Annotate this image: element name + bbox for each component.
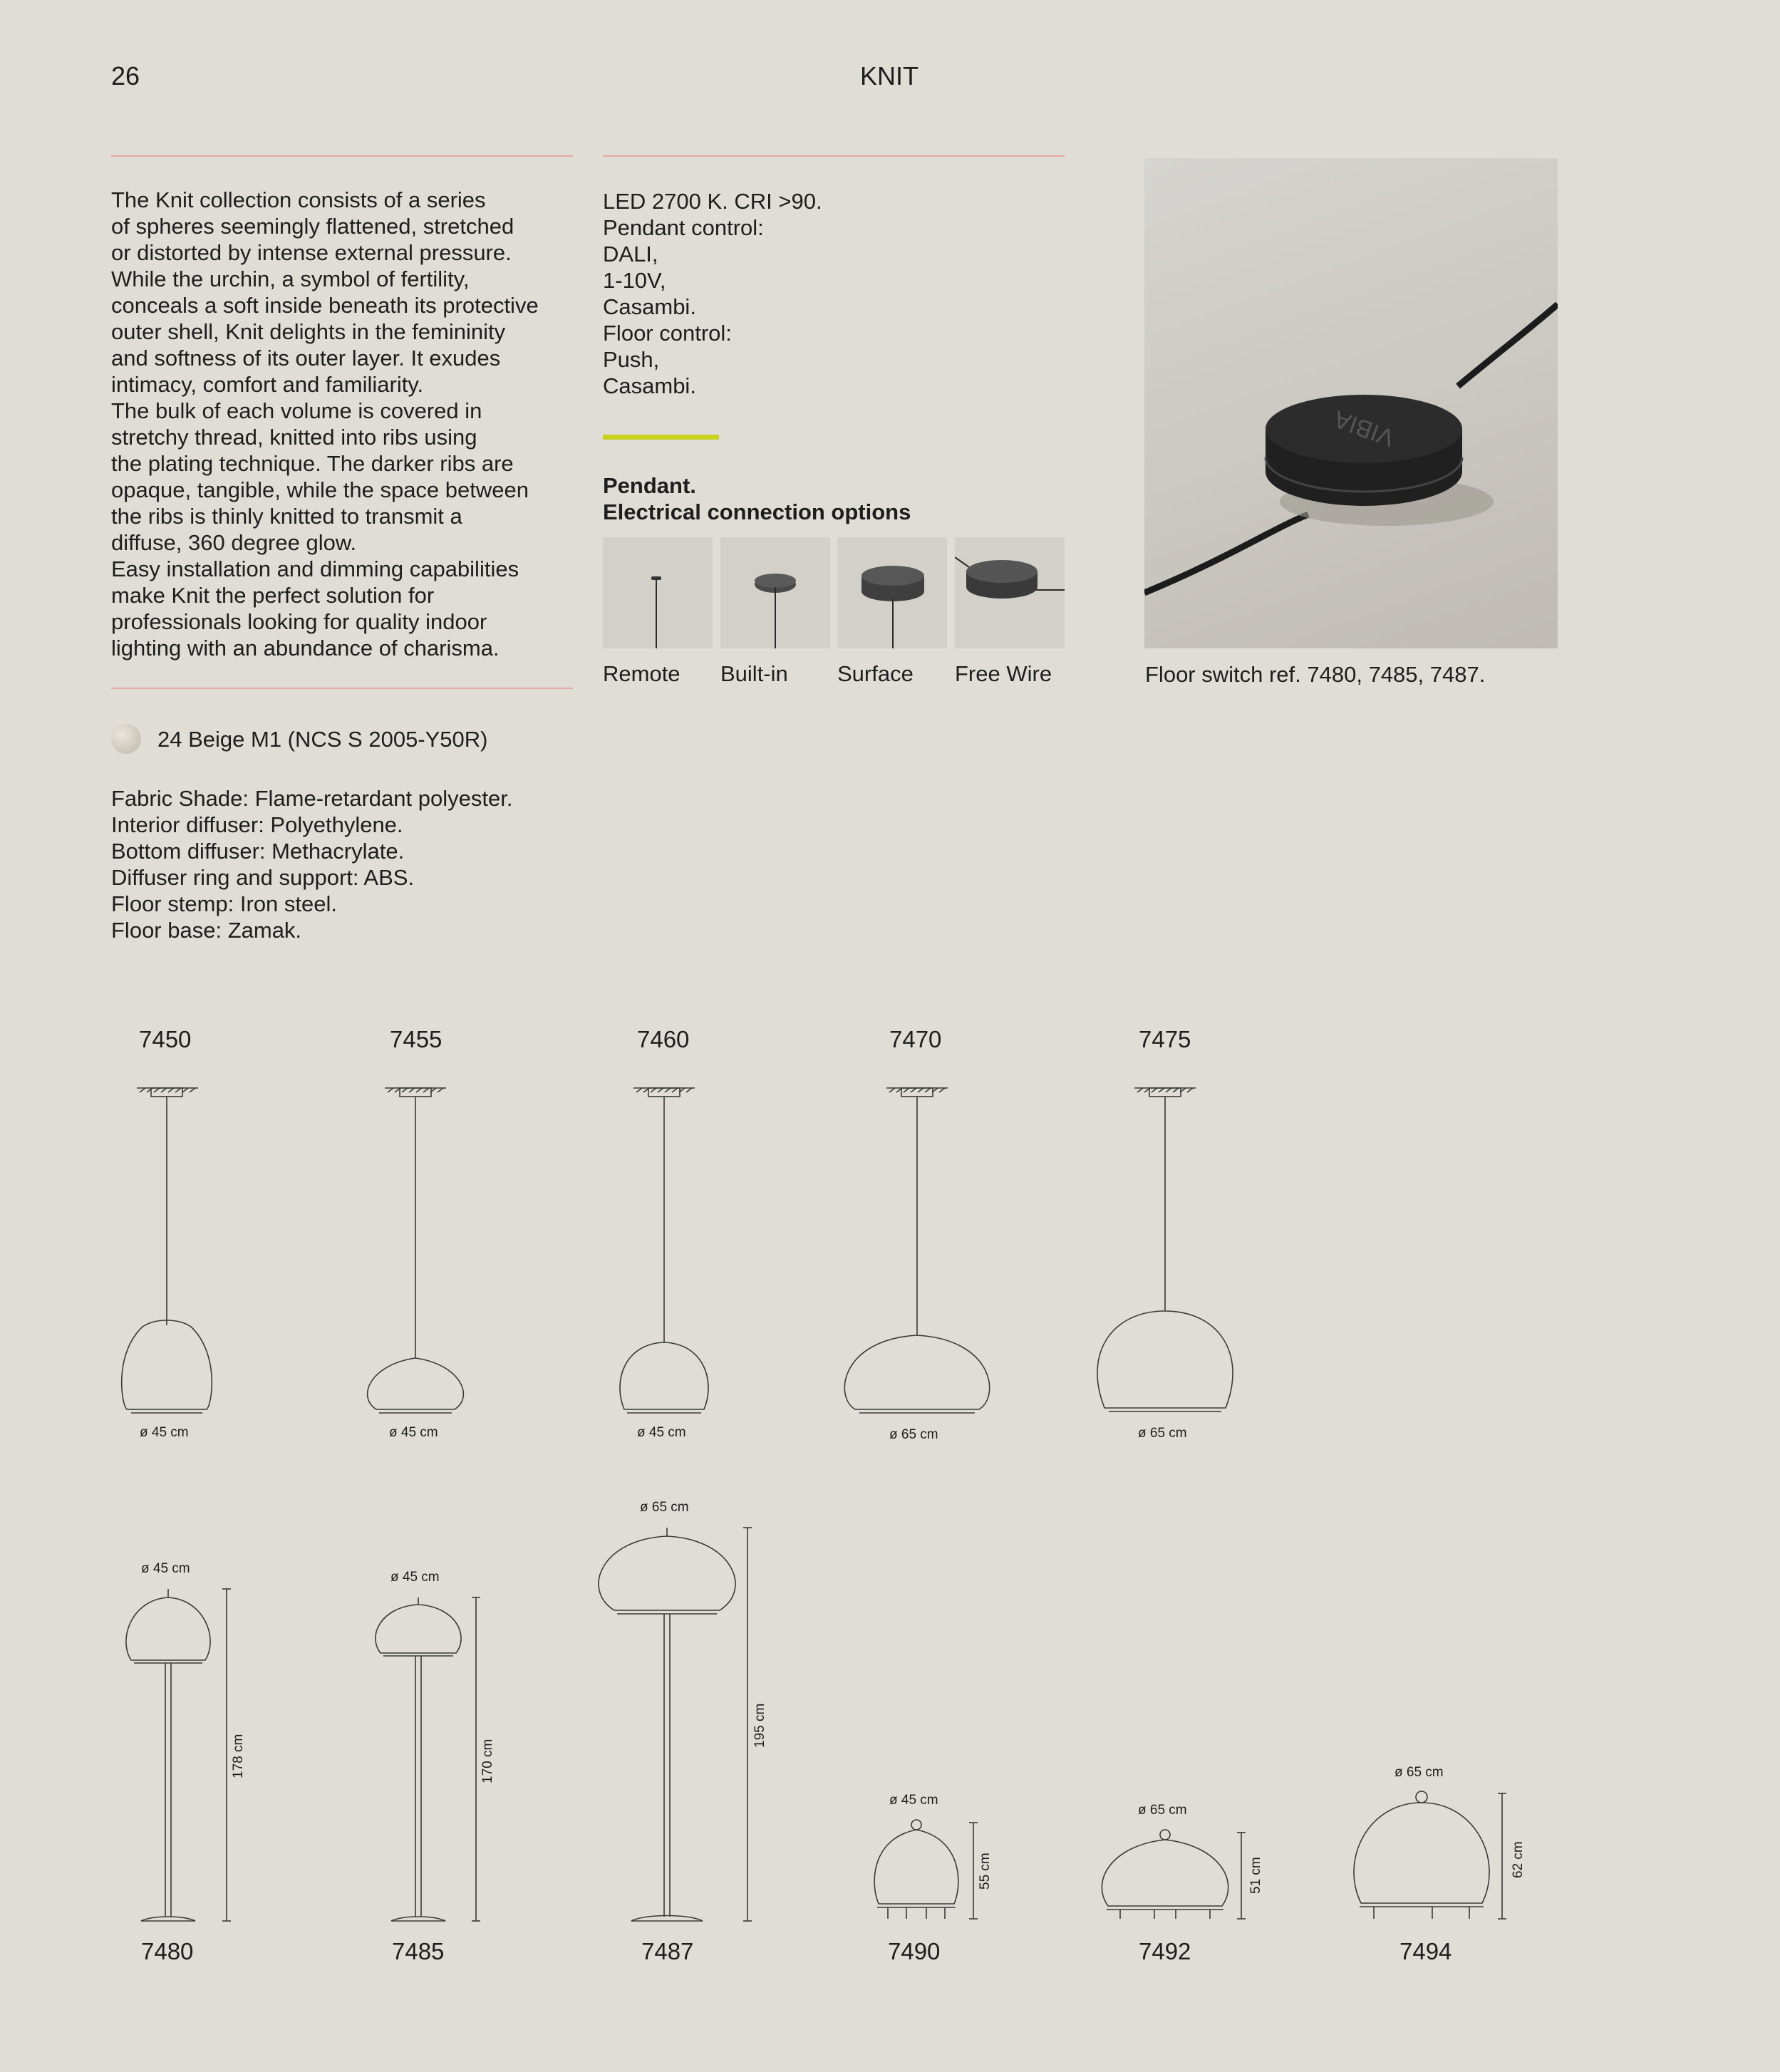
pendant-model-label: 7470 [889,1026,942,1052]
connection-option-remote: Remote [603,661,681,686]
floor-lamp-model-label: 7485 [392,1938,445,1964]
pendant-7450-drawing [122,1088,212,1413]
pendant-7455-drawing [368,1088,464,1413]
pendant-model-label: 7450 [139,1026,192,1052]
technical-specs: LED 2700 K. CRI >90. Pendant control: DALI, 1-10V, Casambi. Floor control: Push, Casambi. [603,189,822,398]
photo-caption: Floor switch ref. 7480, 7485, 7487. [1145,662,1486,687]
table-lamp-diameter-label: ø 45 cm [889,1793,938,1808]
connection-subheading: Electrical connection options [603,499,911,524]
pendant-7475-drawing [1097,1088,1233,1411]
floor-lamp-model-label: 7480 [141,1938,194,1964]
table-lamp-7490-drawing [874,1820,978,1919]
table-lamp-height-label: 62 cm [1511,1841,1526,1878]
page-title: KNIT [860,61,919,90]
table-lamp-diameter-label: ø 65 cm [1138,1803,1187,1818]
floor-lamp-height-label: 170 cm [480,1739,495,1783]
floor-lamp-7485-drawing [376,1597,480,1921]
table-lamp-diameter-label: ø 65 cm [1394,1765,1444,1780]
floor-lamp-diameter-label: ø 65 cm [640,1500,689,1515]
finish-label: 24 Beige M1 (NCS S 2005-Y50R) [157,727,488,752]
pendant-model-label: 7460 [637,1026,690,1052]
materials-list: Fabric Shade: Flame-retardant polyester. Interior diffuser: Polyethylene. Bottom diffuser: Methacrylate. Diffuser ring and support: ABS. Floor stemp: Iron steel. Floor base: Zamak. [111,786,513,943]
floor-lamp-7480-drawing [126,1589,231,1921]
page-number: 26 [111,61,140,90]
pendant-diameter-label: ø 45 cm [389,1425,438,1440]
pendant-model-label: 7475 [1139,1026,1191,1052]
table-lamp-model-label: 7494 [1399,1938,1452,1964]
floor-lamp-diameter-label: ø 45 cm [390,1570,440,1585]
floor-lamp-diameter-label: ø 45 cm [141,1561,190,1576]
pendant-diameter-label: ø 65 cm [889,1427,938,1442]
floor-lamp-model-label: 7487 [641,1938,694,1964]
collection-description: The Knit collection consists of a series of spheres seemingly flattened, stretched or distorted by intense external pressure. While the urchin, a symbol of fertility, conceals a soft inside beneath its protective outer shell, Knit delights in the femininity and softness of its outer layer. It exudes intimacy, comfort and familiarity. The bulk of each volume is covered in stretchy thread, knitted into ribs using the plating technique. The darker ribs are opaque, tangible, while the space between the ribs is thinly knitted to transmit a diffuse, 360 degree glow. Easy installation and dimming capabilities make Knit the perfect solution for professionals looking for quality indoor lighting with an abundance of charisma. [111,187,539,661]
pendant-diameter-label: ø 65 cm [1138,1426,1187,1441]
pendant-diameter-label: ø 45 cm [140,1425,189,1440]
table-lamp-7494-drawing [1354,1791,1506,1919]
table-lamp-7492-drawing [1102,1830,1246,1919]
connection-option-built-in: Built-in [720,661,788,686]
table-lamp-model-label: 7492 [1139,1938,1191,1964]
floor-lamp-height-label: 195 cm [752,1703,767,1748]
connection-option-surface: Surface [837,661,914,686]
vibia-logo: VIBIA [1330,405,1398,452]
connection-heading: Pendant. [603,473,696,498]
pendant-7460-drawing [620,1088,708,1413]
connection-option-free-wire: Free Wire [955,661,1052,686]
pendant-model-label: 7455 [390,1026,443,1052]
pendant-7470-drawing [844,1088,989,1413]
pendant-diameter-label: ø 45 cm [637,1425,686,1440]
table-lamp-height-label: 51 cm [1248,1857,1263,1894]
table-lamp-model-label: 7490 [888,1938,941,1964]
floor-lamp-height-label: 178 cm [231,1734,246,1778]
floor-lamp-7487-drawing [599,1528,752,1921]
table-lamp-height-label: 55 cm [978,1853,993,1890]
